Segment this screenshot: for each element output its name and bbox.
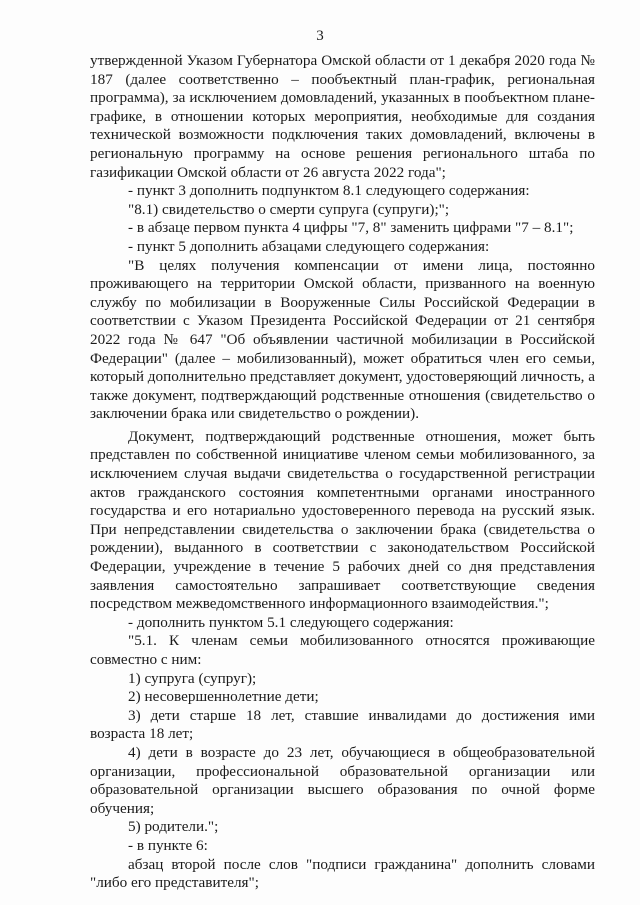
paragraph-compensation: "В целях получения компенсации от имени лица, постоянно проживающего на территории Омской области, призванного на военную службу по мобилизации в Вооруженные Силы Российской Федерации в соответствии с Указом Президента Российской Федерации от 21 сентября 2022 года № 647 "Об объявлении частичной мобилизации в Российской Федерации" (далее – мобилизованный), может обратиться член его семьи, который дополнительно представляет документ, удостоверяющий личность, а также документ, подтверждающий родственные отношения (свидетельство о заключении брака или свидетельство о рождении). (90, 256, 595, 423)
list-item: 5) родители."; (128, 818, 219, 836)
paragraph-continuation: утвержденной Указом Губернатора Омской области от 1 декабря 2020 года № 187 (далее соответственно – пообъектный план-график, региональная программа), за исключением домовладений, указанных в пообъектном плане-графике, в отношении которых мероприятия, необходимые для создания технической возможности подключения таких домовладений, включены в региональную программу на основе решения регионального штаба по газификации Омской области от 26 августа 2022 года"; (90, 52, 595, 181)
list-item: 2) несовершеннолетние дети; (128, 688, 319, 706)
paragraph-item-4: - в абзаце первом пункта 4 цифры "7, 8" заменить цифрами "7 – 8.1"; (128, 219, 574, 237)
page-number: 3 (316, 28, 324, 44)
list-item: 4) дети в возрасте до 23 лет, обучающиеся в общеобразовательной организации, профессиональной образовательной организации или образовательной организации высшего образования по очной форме обучения; (90, 743, 595, 817)
paragraph-item-5: - пункт 5 дополнить абзацами следующего содержания: (128, 237, 490, 255)
paragraph-item-3: - пункт 3 дополнить подпунктом 8.1 следующего содержания: (128, 182, 530, 200)
paragraph-family-members: "5.1. К членам семьи мобилизованного относятся проживающие совместно с ним: (90, 632, 595, 668)
paragraph-item-6: - в пункте 6: (128, 836, 208, 854)
paragraph-document-relationship: Документ, подтверждающий родственные отношения, может быть представлен по собственной инициативе членом семьи мобилизованного, за исключением случая выдачи свидетельства о государственной регистрации актов гражданского состояния компетентными органами иностранного государства и его нотариально удостоверенного перевода на русский язык. При непредставлении свидетельства о заключении брака (свидетельства о рождении), выданного в соответствии с законодательством Российской Федерации, учреждение в течение 5 рабочих дней со дня представления заявления самостоятельно запрашивает соответствующие сведения посредством межведомственного информационного взаимодействия."; (90, 427, 595, 613)
paragraph-item-5-1: - дополнить пунктом 5.1 следующего содержания: (128, 613, 454, 631)
paragraph-second-abzac: абзац второй после слов "подписи гражданина" дополнить словами "либо его представителя"; (90, 855, 595, 892)
list-item: 3) дети старше 18 лет, ставшие инвалидами до достижения ими возраста 18 лет; (90, 706, 595, 743)
list-item: 1) супруга (супруг); (128, 669, 257, 687)
document-body (90, 52, 595, 893)
paragraph-subitem-8-1: "8.1) свидетельство о смерти супруга (супруги);"; (128, 200, 450, 218)
